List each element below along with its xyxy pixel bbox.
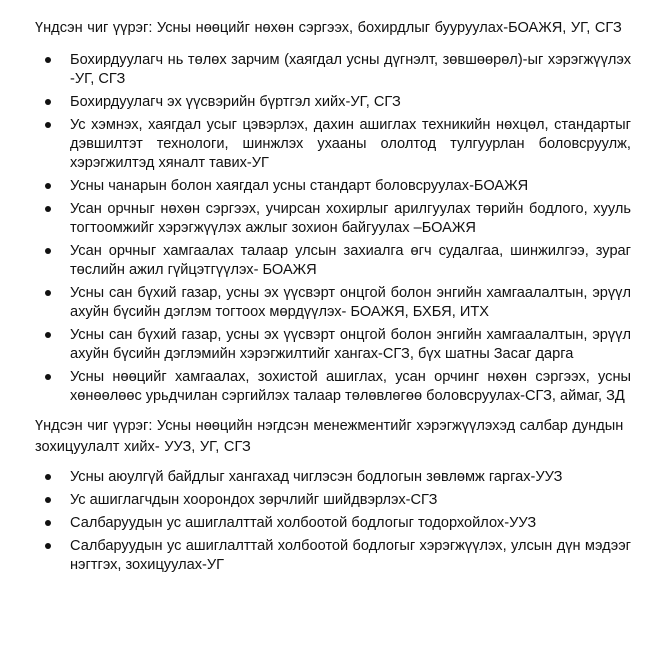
list-item — [70, 368, 635, 406]
list-item-text: Усны сан бүхий газар, усны эх үүсвэрт онцгой болон энгийн хамгаалалтын, эрүүл ахуйн бүсийн дэглэмийн хэрэгжилтийг хангах-СГЗ, бүх шатны Засаг дарга — [70, 327, 631, 362]
bullet-list-2 — [20, 468, 635, 575]
bullet-icon — [45, 543, 51, 549]
list-item — [70, 93, 635, 112]
section-heading-2: Үндсэн чиг үүрэг: Усны нөөцийн нэгдсэн менежментийг хэрэгжүүлэхэд салбар дундын зохицуулалт хийх- УУЗ, УГ, СГЗ — [35, 418, 624, 455]
list-item-text: Усны нөөцийг хамгаалах, зохистой ашиглах, усан орчинг нөхөн сэргээх, усны хөнөөлөөс урьдчилан сэргийлэх талаар төлөвлөгөө боловсруулах-СГЗ, аймаг, ЗД — [70, 369, 631, 404]
list-item — [70, 468, 635, 487]
list-item-text: Бохирдуулагч эх үүсвэрийн бүртгэл хийх-УГ, СГЗ — [70, 94, 401, 110]
list-item — [70, 242, 635, 280]
list-item-text: Салбаруудын ус ашиглалттай холбоотой бодлогыг хэрэгжүүлэх, улсын дүн мэдээг нэгтгэх, зохицуулах-УГ — [70, 538, 631, 573]
section-heading-1: Үндсэн чиг үүрэг: Усны нөөцийг нөхөн сэргээх, бохирдлыг бууруулах-БОАЖЯ, УГ, СГЗ — [35, 20, 622, 36]
bullet-icon — [45, 248, 51, 254]
bullet-icon — [45, 374, 51, 380]
bullet-icon — [45, 122, 51, 128]
bullet-list-1 — [20, 51, 635, 406]
list-item — [70, 326, 635, 364]
list-item — [70, 200, 635, 238]
list-item — [70, 51, 635, 89]
bullet-icon — [45, 99, 51, 105]
list-item — [70, 514, 635, 533]
list-item-text: Ус хэмнэх, хаягдал усыг цэвэрлэх, дахин ашиглах техникийн нөхцөл, стандартыг дэвшилтэт технологи, шинжлэх ухааны ололтод тулгуурлан боловсруулж, хэрэгжилтэд хяналт тавих-УГ — [70, 117, 631, 171]
bullet-icon — [45, 474, 51, 480]
list-item — [70, 116, 635, 173]
list-item-text: Бохирдуулагч нь төлөх зарчим (хаягдал усны дүгнэлт, зөвшөөрөл)-ыг хэрэгжүүлэх -УГ, СГЗ — [70, 52, 631, 87]
bullet-icon — [45, 332, 51, 338]
list-item-text: Усны чанарын болон хаягдал усны стандарт боловсруулах-БОАЖЯ — [70, 178, 529, 194]
list-item-text: Усны аюулгүй байдлыг хангахад чиглэсэн бодлогын зөвлөмж гаргах-УУЗ — [70, 469, 563, 485]
bullet-icon — [45, 520, 51, 526]
list-item-text: Усны сан бүхий газар, усны эх үүсвэрт онцгой болон энгийн хамгаалалтын, эрүүл ахуйн бүсийн дэглэм тогтоох мөрдүүлэх- БОАЖЯ, БХБЯ, ИТХ — [70, 285, 631, 320]
list-item — [70, 284, 635, 322]
list-item-text: Ус ашиглагчдын хоорондох зөрчлийг шийдвэрлэх-СГЗ — [70, 492, 438, 508]
bullet-icon — [45, 206, 51, 212]
bullet-icon — [45, 57, 51, 63]
list-item-text: Усан орчныг хамгаалах талаар улсын захиалга өгч судалгаа, шинжилгээ, зураг төслийн ажил гүйцэтгүүлэх- БОАЖЯ — [70, 243, 631, 278]
list-item — [70, 537, 635, 575]
bullet-icon — [45, 290, 51, 296]
list-item-text: Усан орчныг нөхөн сэргээх, учирсан хохирлыг арилгуулах төрийн бодлого, хууль тогтоомжийг хэрэгжүүлэх ажлыг зохион байгуулах –БОАЖЯ — [70, 201, 631, 236]
list-item-text: Салбаруудын ус ашиглалттай холбоотой бодлогыг тодорхойлох-УУЗ — [70, 515, 537, 531]
bullet-icon — [45, 183, 51, 189]
bullet-icon — [45, 497, 51, 503]
list-item — [70, 177, 635, 196]
list-item — [70, 491, 635, 510]
